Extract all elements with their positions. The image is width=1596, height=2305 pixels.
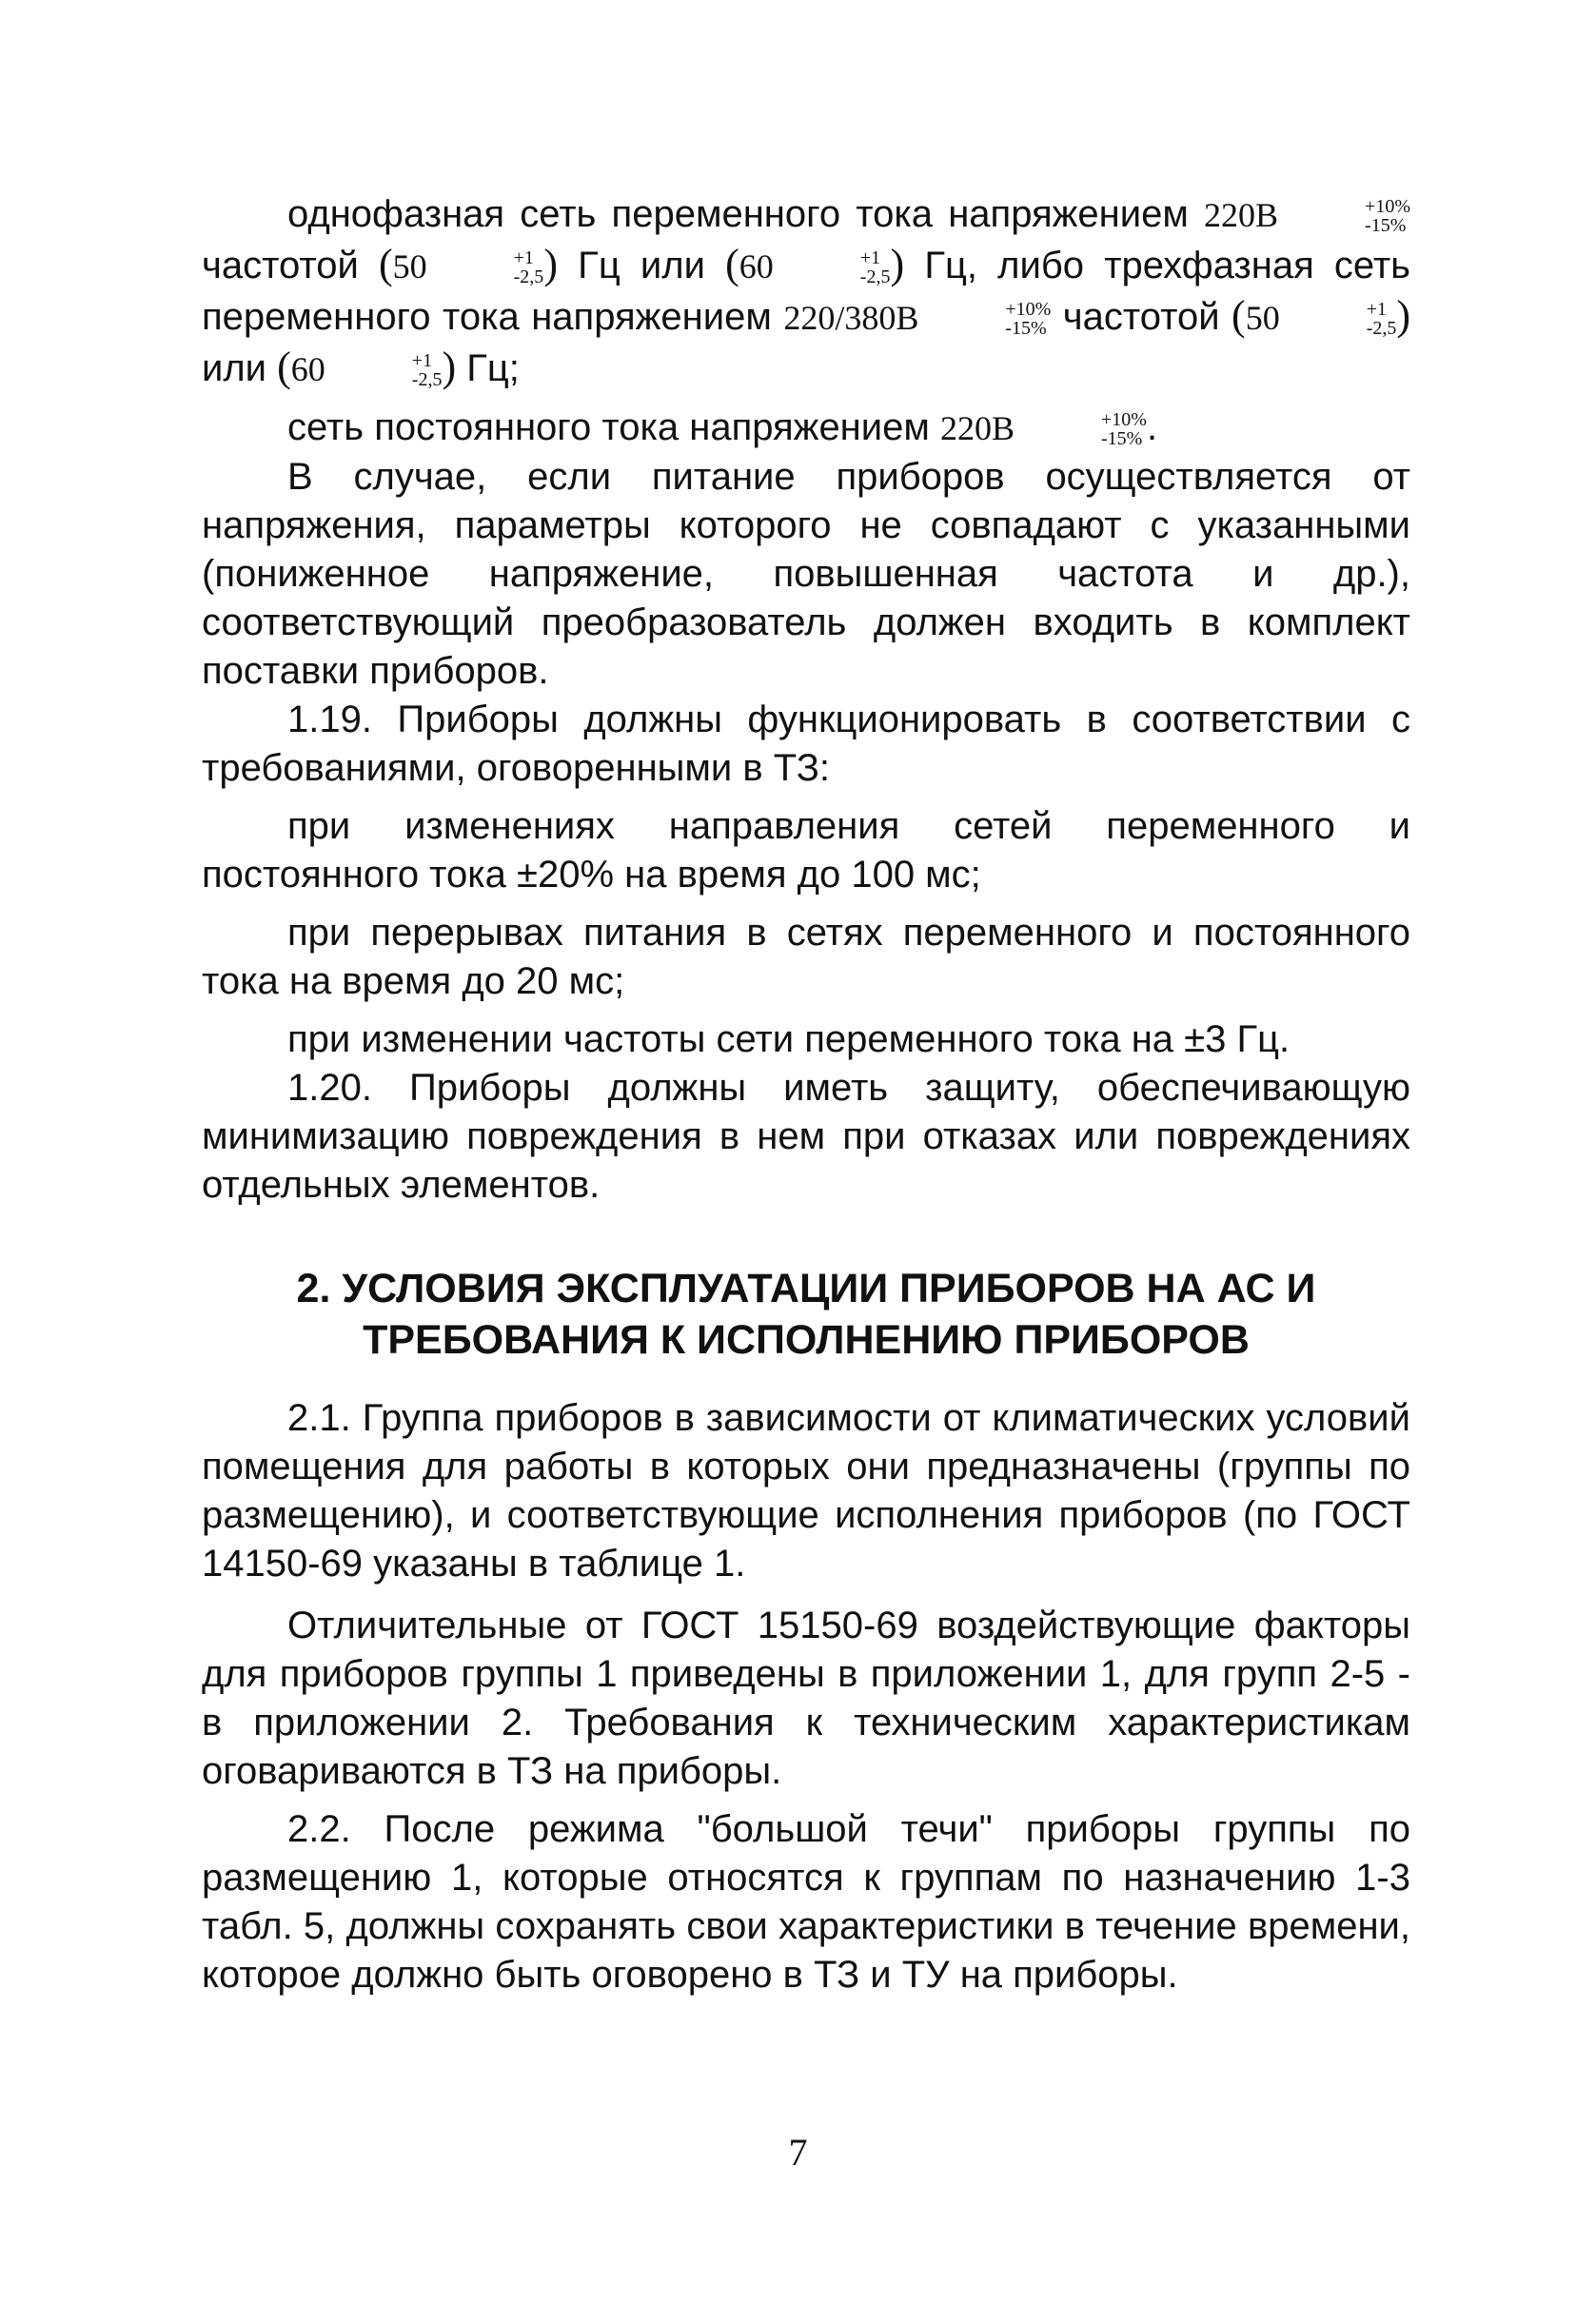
document-body xyxy=(202,190,1410,2000)
paragraph-dc-network: сеть постоянного тока напряжением 220В +10% -15% . xyxy=(287,406,1158,450)
paragraph-factors: Отличительные от ГОСТ 15150-69 воздействующие факторы для приборов группы 1 приведены в приложении 1, для групп 2-5 - в приложении 2. Требования к техническим характеристикам оговариваются в ТЗ на приборы. xyxy=(202,1605,1410,1792)
section-heading: 2. УСЛОВИЯ ЭКСПЛУАТАЦИИ ПРИБОРОВ НА АС И ТРЕБОВАНИЯ К ИСПОЛНЕНИЮ ПРИБОРОВ xyxy=(296,1266,1316,1363)
voltage-value: 220В xyxy=(1204,196,1279,234)
paragraph-frequency-change: при изменении частоты сети переменного тока на ±3 Гц. xyxy=(287,1018,1291,1060)
voltage-tolerance: +10% -15% xyxy=(1365,196,1410,237)
paragraph-2-2: 2.2. После режима "большой течи" приборы группы по размещению 1, которые относятся к группам по назначению 1-3 табл. 5, должны сохранять свои характеристики в течение времени, которое должно быть оговорено в ТЗ и ТУ на приборы. xyxy=(202,1808,1410,1996)
paragraph-converter: В случае, если питание приборов осуществляется от напряжения, параметры которого не совпадают с указанными (пониженное напряжение, повышенная частота и др.), соответствующий преобразователь должен входить в комплект поставки приборов. xyxy=(202,456,1410,692)
paragraph-direction-change: при изменениях направления сетей переменного и постоянного тока ±20% на время до 100 мс; xyxy=(202,805,1410,896)
paragraph-2-1: 2.1. Группа приборов в зависимости от климатических условий помещения для работы в которых они предназначены (группы по размещению), и соответствующие исполнения приборов (по ГОСТ 14150-69 указаны в таблице 1. xyxy=(202,1397,1410,1585)
paragraph-single-phase: однофазная сеть переменного тока напряжением 220В +10% -15% частотой (50 +1 -2,5 ) Гц или (60 +1 -2,5 ) Гц, либо трехфазная сеть переменного тока напряжением 220/380В +10% -15% частотой (50 +1 -2,5 ) или (60 +1 -2,5 ) Гц; xyxy=(202,193,1411,391)
paragraph-power-interruption: при перерывах питания в сетях переменного и постоянного тока на время до 20 мс; xyxy=(202,912,1410,1002)
paragraph-1-19: 1.19. Приборы должны функционировать в соответствии с требованиями, оговоренными в ТЗ: xyxy=(202,699,1410,789)
paragraph-1-20: 1.20. Приборы должны иметь защиту, обеспечивающую минимизацию повреждения в нем при отказах или повреждениях отдельных элементов. xyxy=(202,1067,1410,1206)
page-number: 7 xyxy=(788,2131,808,2174)
